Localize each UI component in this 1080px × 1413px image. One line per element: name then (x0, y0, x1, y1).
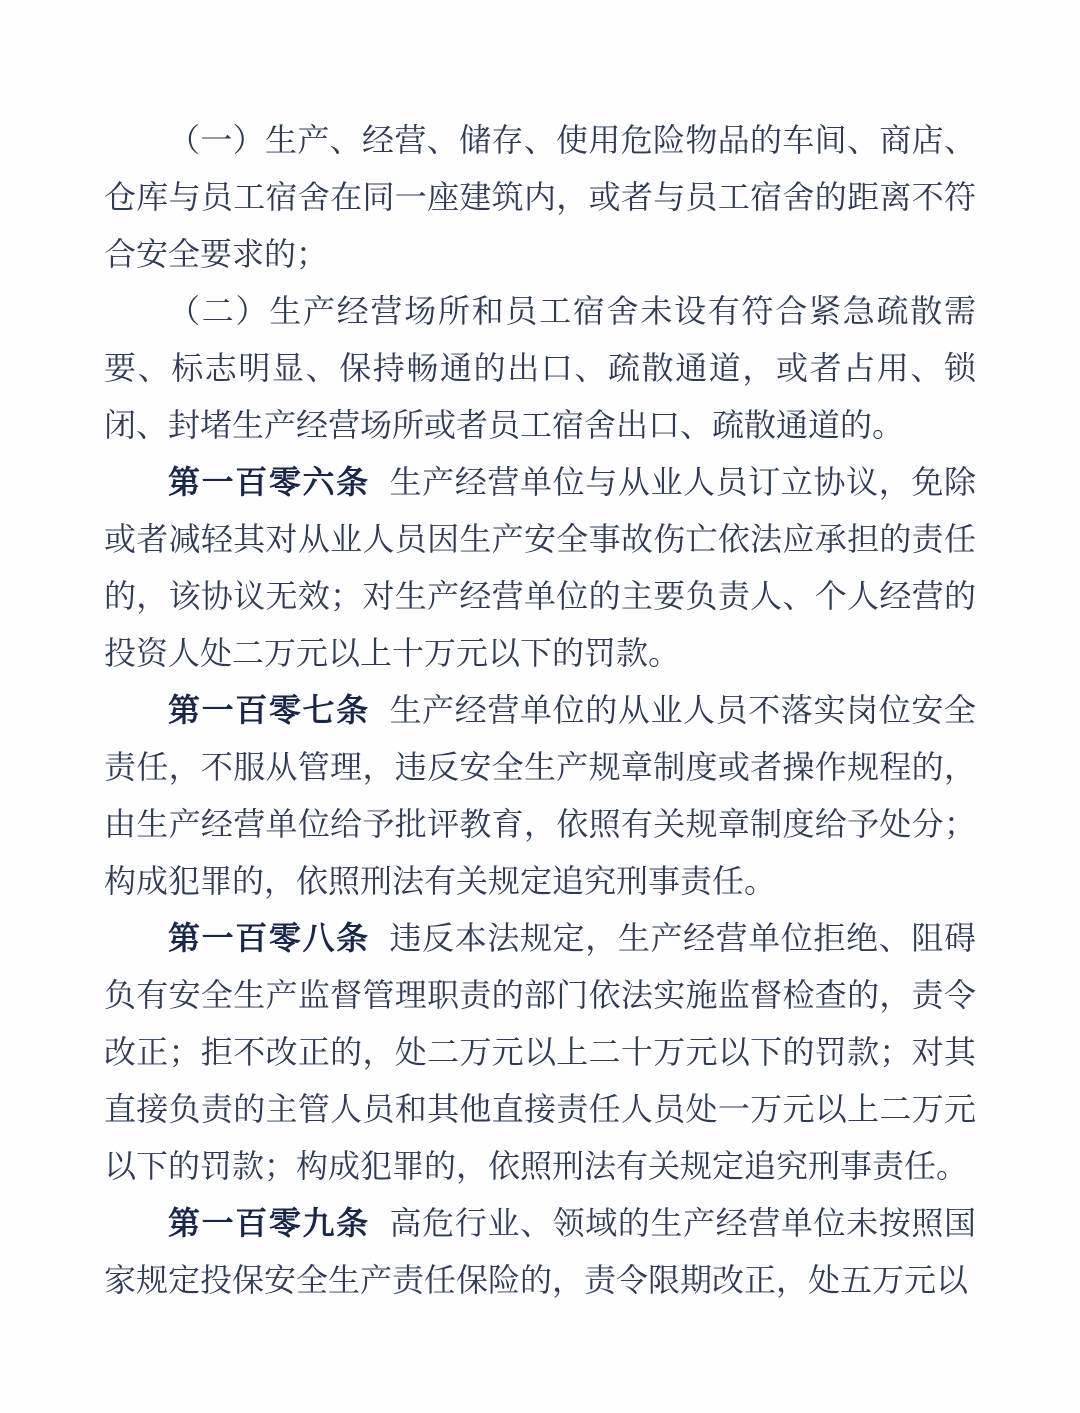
article-108-number: 第一百零八条 (168, 920, 370, 956)
paragraph-text: （一）生产、经营、储存、使用危险物品的车间、商店、仓库与员工宿舍在同一座建筑内，或者与员工宿舍的距离不符合安全要求的； (104, 122, 976, 272)
article-106-paragraph (104, 454, 976, 682)
article-107-number: 第一百零七条 (168, 692, 370, 728)
paragraph-text: 生产经营单位的从业人员不落实岗位安全责任，不服从管理，违反安全生产规章制度或者操作规程的，由生产经营单位给予批评教育，依照有关规章制度给予处分；构成犯罪的，依照刑法有关规定追究刑事责任。 (104, 692, 976, 899)
article-107-paragraph (104, 682, 976, 910)
clause-item-1 (104, 112, 976, 283)
paragraph-text: 违反本法规定，生产经营单位拒绝、阻碍负有安全生产监督管理职责的部门依法实施监督检查的，责令改正；拒不改正的，处二万元以上二十万元以下的罚款；对其直接负责的主管人员和其他直接责任人员处一万元以上二万元以下的罚款；构成犯罪的，依照刑法有关规定追究刑事责任。 (104, 920, 976, 1184)
article-109-number: 第一百零九条 (168, 1205, 370, 1241)
clause-item-2 (104, 283, 976, 454)
legal-text-block (104, 112, 976, 1309)
paragraph-text: 高危行业、领域的生产经营单位未按照国家规定投保安全生产责任保险的，责令限期改正，处五万元以 (104, 1205, 976, 1298)
paragraph-text: （二）生产经营场所和员工宿舍未设有符合紧急疏散需要、标志明显、保持畅通的出口、疏散通道，或者占用、锁闭、封堵生产经营场所或者员工宿舍出口、疏散通道的。 (104, 293, 976, 443)
article-106-number: 第一百零六条 (168, 464, 370, 500)
article-109-paragraph (104, 1195, 976, 1309)
paragraph-text: 生产经营单位与从业人员订立协议，免除或者减轻其对从业人员因生产安全事故伤亡依法应承担的责任的，该协议无效；对生产经营单位的主要负责人、个人经营的投资人处二万元以上十万元以下的罚款。 (104, 464, 976, 671)
article-108-paragraph (104, 910, 976, 1195)
